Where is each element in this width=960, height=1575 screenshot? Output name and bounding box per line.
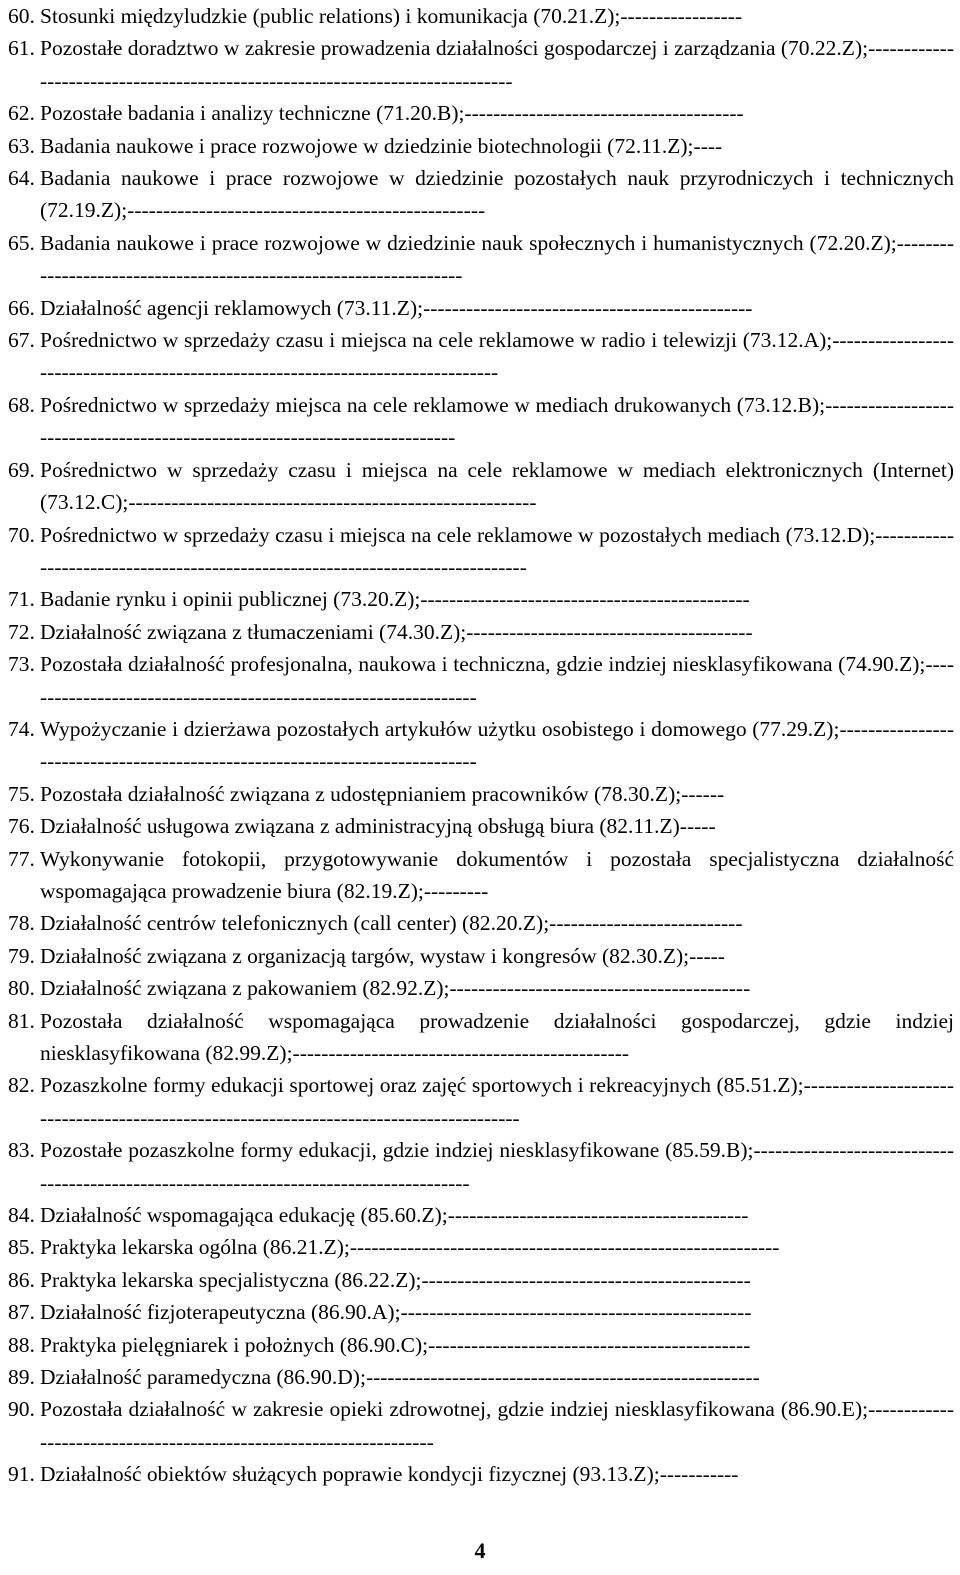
list-item <box>8 1458 954 1490</box>
item-text: Badania naukowe i prace rozwojowe w dziedzinie nauk społecznych i humanistycznych (72.20.Z);------------------------------------------------------------------- <box>40 230 954 288</box>
item-text: Praktyka pielęgniarek i położnych (86.90.C);--------------------------------------------- <box>40 1332 751 1357</box>
list-item <box>8 1231 954 1263</box>
item-number: 79. <box>8 943 35 968</box>
list-item <box>8 0 954 32</box>
item-text: Pozostała działalność w zakresie opieki zdrowotnej, gdzie indziej niesklasyfikowana (86.90.E);------------------------------------------------------------------- <box>40 1397 954 1454</box>
item-number: 90. <box>8 1397 35 1422</box>
item-text: Działalność związana z pakowaniem (82.92.Z);------------------------------------------ <box>40 976 751 1001</box>
item-text: Badanie rynku i opinii publicznej (73.20.Z);---------------------------------------------- <box>40 587 750 612</box>
item-text: Działalność związana z tłumaczeniami (74.30.Z);---------------------------------------- <box>40 619 753 644</box>
item-number: 64. <box>8 166 35 191</box>
list-item <box>8 1329 954 1361</box>
page-number: 4 <box>474 1538 486 1563</box>
list-item <box>8 1134 954 1199</box>
item-number: 82. <box>8 1073 35 1098</box>
list-item <box>8 1069 954 1134</box>
item-text: Pozostała działalność wspomagająca prowadzenie działalności gospodarczej, gdzie indziej niesklasyfikowana (82.99.Z);----------------------------------------------- <box>40 1008 954 1065</box>
list-item <box>8 324 954 389</box>
item-text: Działalność usługowa związana z administracyjną obsługą biura (82.11.Z)----- <box>40 814 716 839</box>
list-item <box>8 713 954 778</box>
list-item <box>8 583 954 615</box>
item-number: 73. <box>8 652 35 677</box>
list-item <box>8 1199 954 1231</box>
item-number: 91. <box>8 1462 35 1487</box>
item-number: 78. <box>8 911 35 936</box>
item-text: Praktyka lekarska ogólna (86.21.Z);------------------------------------------------------------ <box>40 1235 780 1260</box>
item-number: 81. <box>8 1008 35 1033</box>
list-item <box>8 810 954 842</box>
list-item <box>8 1264 954 1296</box>
list-item <box>8 519 954 584</box>
item-text: Badania naukowe i prace rozwojowe w dziedzinie biotechnologii (72.11.Z);---- <box>40 133 723 158</box>
activity-list <box>8 0 954 1491</box>
list-item <box>8 1393 954 1458</box>
item-number: 80. <box>8 976 35 1001</box>
item-text: Pośrednictwo w sprzedaży miejsca na cele reklamowe w mediach drukowanych (73.12.B);---------------------------------------------------------------------------- <box>40 392 954 450</box>
item-text: Praktyka lekarska specjalistyczna (86.22.Z);---------------------------------------------- <box>40 1267 751 1292</box>
list-item <box>8 227 954 292</box>
item-number: 67. <box>8 328 35 353</box>
list-item <box>8 778 954 810</box>
list-item <box>8 907 954 939</box>
item-number: 77. <box>8 846 35 871</box>
list-item <box>8 454 954 519</box>
item-text: Wykonywanie fotokopii, przygotowywanie dokumentów i pozostała specjalistyczna działalność wspomagająca prowadzenie biura (82.19.Z);--------- <box>40 846 954 903</box>
item-text: Badania naukowe i prace rozwojowe w dziedzinie pozostałych nauk przyrodniczych i technicznych (72.19.Z);-------------------------------------------------- <box>40 166 954 223</box>
list-item <box>8 940 954 972</box>
item-number: 68. <box>8 392 35 417</box>
item-text: Pozaszkolne formy edukacji sportowej oraz zajęć sportowych i rekreacyjnych (85.51.Z);---------------------------------------------------------------------------------------- <box>40 1073 954 1130</box>
list-item <box>8 97 954 129</box>
item-text: Działalność wspomagająca edukację (85.60.Z);------------------------------------------ <box>40 1203 749 1228</box>
item-number: 75. <box>8 781 35 806</box>
item-number: 62. <box>8 101 35 126</box>
item-text: Pośrednictwo w sprzedaży czasu i miejsca na cele reklamowe w mediach elektronicznych (Internet) (73.12.C);--------------------------------------------------------- <box>40 457 954 515</box>
item-number: 87. <box>8 1300 35 1325</box>
item-text: Pośrednictwo w sprzedaży czasu i miejsca na cele reklamowe w radio i telewizji (73.12.A);--------------------------------------------------------------------------------- <box>40 328 954 385</box>
item-text: Działalność paramedyczna (86.90.D);------------------------------------------------------- <box>40 1365 760 1390</box>
item-number: 65. <box>8 230 35 255</box>
list-item <box>8 1361 954 1393</box>
item-number: 83. <box>8 1138 35 1163</box>
item-text: Działalność związana z organizacją targów, wystaw i kongresów (82.30.Z);----- <box>40 943 725 968</box>
list-item <box>8 32 954 97</box>
item-number: 89. <box>8 1365 35 1390</box>
item-number: 66. <box>8 295 35 320</box>
item-number: 86. <box>8 1267 35 1292</box>
list-item <box>8 972 954 1004</box>
item-text: Pozostałe pozaszkolne formy edukacji, gdzie indziej niesklasyfikowane (85.59.B);---------------------------------------------------------------------------------------- <box>40 1138 954 1195</box>
list-item <box>8 162 954 227</box>
item-number: 74. <box>8 716 35 741</box>
item-text: Pozostałe doradztwo w zakresie prowadzenia działalności gospodarczej i zarządzania (70.22.Z);------------------------------------------------------------------------------ <box>40 36 954 93</box>
item-number: 63. <box>8 133 35 158</box>
item-text: Pozostała działalność profesjonalna, naukowa i techniczna, gdzie indziej niesklasyfikowana (74.90.Z);----------------------------------------------------------------- <box>40 652 954 709</box>
list-item <box>8 843 954 908</box>
list-item <box>8 130 954 162</box>
list-item <box>8 1005 954 1070</box>
item-number: 85. <box>8 1235 35 1260</box>
item-number: 61. <box>8 36 35 61</box>
item-text: Pośrednictwo w sprzedaży czasu i miejsca na cele reklamowe w pozostałych mediach (73.12.D);------------------------------------------------------------------------------- <box>40 522 954 579</box>
list-item <box>8 616 954 648</box>
item-text: Działalność fizjoterapeutyczna (86.90.A);------------------------------------------------- <box>40 1300 752 1325</box>
item-number: 71. <box>8 587 35 612</box>
item-text: Działalność agencji reklamowych (73.11.Z);---------------------------------------------- <box>40 295 753 320</box>
item-number: 76. <box>8 814 35 839</box>
item-number: 60. <box>8 4 35 28</box>
item-text: Działalność obiektów służących poprawie kondycji fizycznej (93.13.Z);----------- <box>40 1462 739 1487</box>
item-text: Pozostała działalność związana z udostępnianiem pracowników (78.30.Z);------ <box>40 781 725 806</box>
list-item <box>8 1296 954 1328</box>
item-number: 69. <box>8 457 35 482</box>
item-number: 72. <box>8 619 35 644</box>
item-number: 84. <box>8 1203 35 1228</box>
item-text: Wypożyczanie i dzierżawa pozostałych artykułów użytku osobistego i domowego (77.29.Z);----------------------------------------------------------------------------- <box>40 716 954 774</box>
list-item <box>8 648 954 713</box>
list-item <box>8 389 954 454</box>
item-text: Działalność centrów telefonicznych (call center) (82.20.Z);--------------------------- <box>40 911 743 936</box>
item-text: Stosunki międzyludzkie (public relations) i komunikacja (70.21.Z);----------------- <box>40 4 743 28</box>
list-item <box>8 292 954 324</box>
item-text: Pozostałe badania i analizy techniczne (71.20.B);--------------------------------------- <box>40 101 744 126</box>
item-number: 70. <box>8 522 35 547</box>
item-number: 88. <box>8 1332 35 1357</box>
